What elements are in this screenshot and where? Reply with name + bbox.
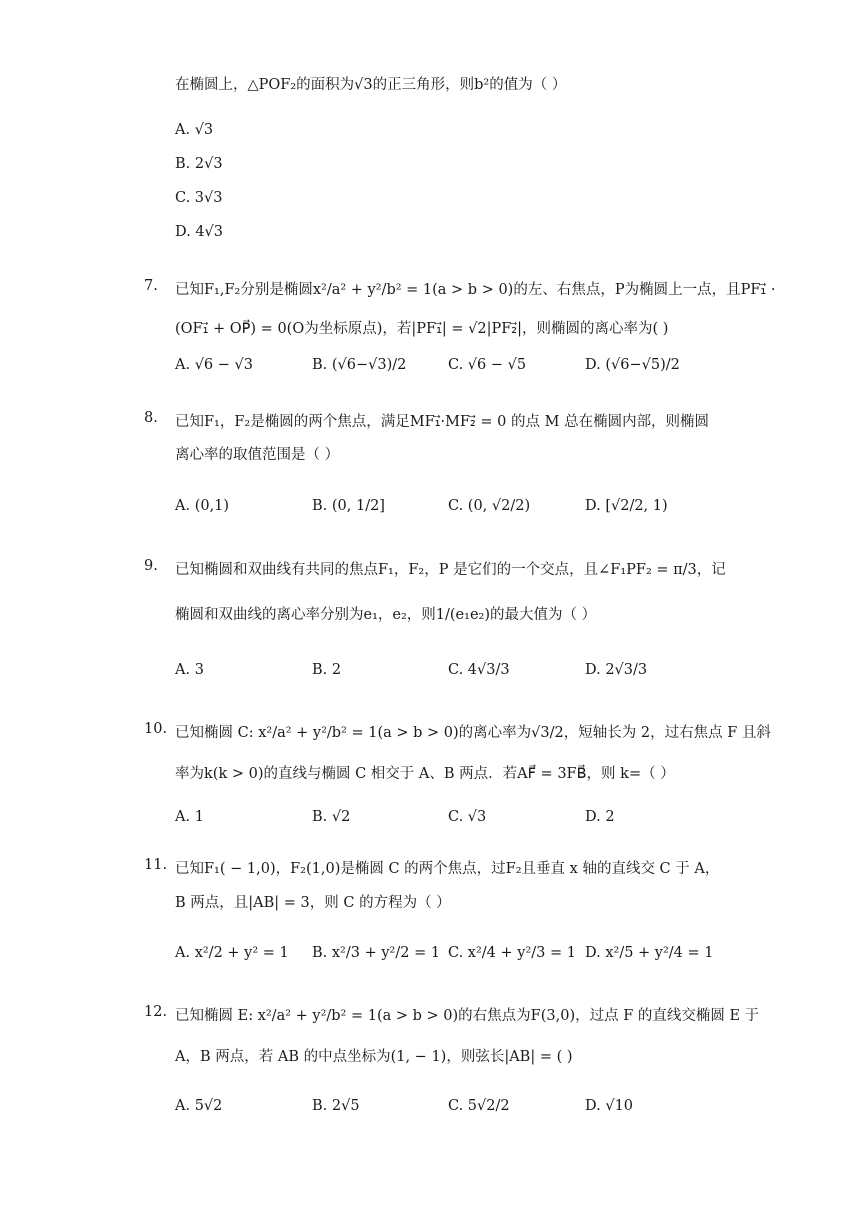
q7-stem-line2: (OF₁⃗ + OP⃗) = 0(O为坐标原点)，若|PF₁⃗| = √2|PF₂⃗|，则椭圆的离心率为( ) <box>175 321 669 337</box>
q12-stem-line1: 已知椭圆 E: x²/a² + y²/b² = 1(a > b > 0)的右焦点为F(3,0)，过点 F 的直线交椭圆 E 于 <box>175 1008 760 1024</box>
q6-stem-continuation: 在椭圆上，△POF₂的面积为√3的正三角形，则b²的值为（ ） <box>175 77 567 93</box>
q10-option-c: C. √3 <box>448 809 487 825</box>
q10-option-d: D. 2 <box>585 809 615 825</box>
q8-option-c: C. (0, √2/2) <box>448 498 531 514</box>
q9-option-b: B. 2 <box>312 662 342 678</box>
q11-number: 11. <box>144 857 168 873</box>
q11-stem-line2: B 两点，且|AB| = 3，则 C 的方程为（ ） <box>175 895 451 911</box>
q12-option-b: B. 2√5 <box>312 1098 360 1114</box>
q9-option-a: A. 3 <box>175 662 204 678</box>
q11-option-c: C. x²/4 + y²/3 = 1 <box>448 945 576 961</box>
q6-option-a: A. √3 <box>175 122 214 138</box>
q9-option-d: D. 2√3/3 <box>585 662 648 678</box>
q9-stem-line1: 已知椭圆和双曲线有共同的焦点F₁，F₂，P 是它们的一个交点，且∠F₁PF₂ = π/3，记 <box>175 562 726 578</box>
q12-option-a: A. 5√2 <box>175 1098 223 1114</box>
q8-option-a: A. (0,1) <box>175 498 230 514</box>
q10-stem-line1: 已知椭圆 C: x²/a² + y²/b² = 1(a > b > 0)的离心率为√3/2，短轴长为 2，过右焦点 F 且斜 <box>175 725 771 741</box>
q9-stem-line2: 椭圆和双曲线的离心率分别为e₁，e₂，则1/(e₁e₂)的最大值为（ ） <box>175 607 597 623</box>
q11-option-d: D. x²/5 + y²/4 = 1 <box>585 945 714 961</box>
q11-option-b: B. x²/3 + y²/2 = 1 <box>312 945 441 961</box>
q12-stem-line2: A，B 两点，若 AB 的中点坐标为(1, − 1)，则弦长|AB| = ( ) <box>175 1049 573 1065</box>
q7-option-b: B. (√6−√3)/2 <box>312 357 407 373</box>
q7-option-d: D. (√6−√5)/2 <box>585 357 680 373</box>
q8-stem-line1: 已知F₁，F₂是椭圆的两个焦点，满足MF₁⃗·MF₂⃗ = 0 的点 M 总在椭圆内部，则椭圆 <box>175 414 710 430</box>
q8-stem-line2: 离心率的取值范围是（ ） <box>175 447 340 463</box>
q10-option-b: B. √2 <box>312 809 351 825</box>
q10-stem-line2: 率为k(k > 0)的直线与椭圆 C 相交于 A、B 两点．若AF⃗ = 3FB⃗，则 k=（ ） <box>175 766 675 782</box>
q6-option-c: C. 3√3 <box>175 190 223 206</box>
q8-number: 8. <box>144 410 158 426</box>
q10-number: 10. <box>144 721 168 737</box>
q7-stem-line1: 已知F₁,F₂分别是椭圆x²/a² + y²/b² = 1(a > b > 0)的左、右焦点，P为椭圆上一点，且PF₁⃗ · <box>175 282 776 298</box>
q6-option-b: B. 2√3 <box>175 156 223 172</box>
q6-option-d: D. 4√3 <box>175 224 224 240</box>
q8-option-d: D. [√2/2, 1) <box>585 498 668 514</box>
q7-option-a: A. √6 − √3 <box>175 357 253 373</box>
q11-stem-line1: 已知F₁( − 1,0)，F₂(1,0)是椭圆 C 的两个焦点，过F₂且垂直 x 轴的直线交 C 于 A， <box>175 861 720 877</box>
q11-option-a: A. x²/2 + y² = 1 <box>175 945 289 961</box>
q12-number: 12. <box>144 1004 168 1020</box>
q12-option-c: C. 5√2/2 <box>448 1098 510 1114</box>
q10-option-a: A. 1 <box>175 809 204 825</box>
q7-option-c: C. √6 − √5 <box>448 357 527 373</box>
q8-option-b: B. (0, 1/2] <box>312 498 385 514</box>
q9-number: 9. <box>144 558 158 574</box>
q7-number: 7. <box>144 278 158 294</box>
q12-option-d: D. √10 <box>585 1098 634 1114</box>
q9-option-c: C. 4√3/3 <box>448 662 510 678</box>
